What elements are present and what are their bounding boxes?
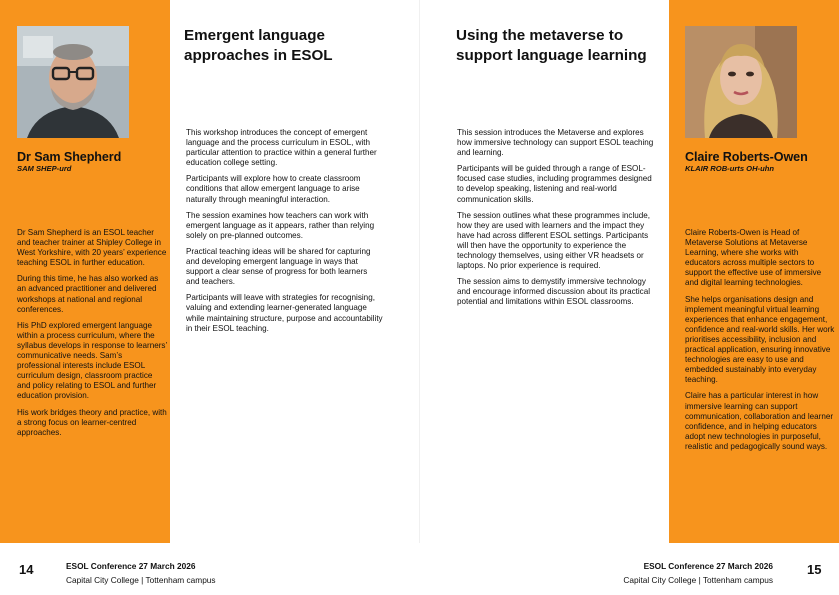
page-number: 14 (19, 562, 34, 577)
bio-paragraph: She helps organisations design and implement meaningful virtual learning experiences that enhance engagement, confidence and real-world skills. Her work prioritises accessibility, inclusion and practical application, ensuring innovative technologies are easy to use and embedded sustainably into everyday teaching. (685, 294, 835, 385)
speaker-photo-sam-shepherd (17, 26, 129, 138)
session-title: Using the metaverse to support language learning (456, 27, 647, 64)
bio-paragraph: His PhD explored emergent language within a process curriculum, where the syllabus develops in response to learners’ communicative needs. Sam’s professional interests include ESOL curriculum design, classroom practice and policy relating to ESOL and further education provision. (17, 320, 167, 401)
footer-venue: Capital City College | Tottenham campus (66, 575, 216, 585)
footer-info (66, 559, 216, 587)
session-paragraph: The session examines how teachers can work with emergent language as it appears, rather than relying solely on pre-planned outcomes. (186, 210, 375, 240)
footer-event: ESOL Conference 27 March 2026 (66, 561, 196, 571)
speaker-sidebar-right (669, 0, 839, 543)
footer-event: ESOL Conference 27 March 2026 (643, 561, 773, 571)
portrait-sam-shepherd (17, 26, 129, 138)
session-title: Emergent language approaches in ESOL (184, 27, 333, 64)
session-paragraph: This session introduces the Metaverse and explores how immersive technology can support ESOL teaching and learning. (457, 128, 654, 158)
speaker-name: Claire Roberts-Owen (685, 150, 808, 164)
bio-paragraph: Claire has a particular interest in how immersive learning can support communication, collaboration and learner confidence, and in helping educators adopt new technologies in purposeful, realistic and pedagogically sound ways. (685, 391, 834, 451)
session-description (186, 128, 383, 340)
session-paragraph: Participants will leave with strategies for recognising, valuing and extending learner-generated language while maintaining structure, purpose and accountability in their ESOL teaching. (186, 293, 383, 333)
speaker-photo-claire-roberts-owen (685, 26, 797, 138)
session-paragraph: Participants will explore how to create classroom conditions that allow emergent language to arise naturally through meaningful interaction. (186, 174, 361, 204)
footer-venue: Capital City College | Tottenham campus (623, 575, 773, 585)
speaker-pronunciation: SAM SHEP-urd (17, 164, 72, 173)
page-gutter (419, 0, 420, 543)
bio-paragraph: His work bridges theory and practice, with a strong focus on learner-centred approaches. (17, 407, 167, 437)
speaker-bio (685, 228, 835, 458)
speaker-name: Dr Sam Shepherd (17, 150, 122, 164)
bio-paragraph: Claire Roberts-Owen is Head of Metaverse Solutions at Metaverse Learning, where she works with educators across multiple sectors to support the effective use of immersive and digital learning technologies. (685, 228, 822, 288)
session-paragraph: The session aims to demystify immersive technology and encourage informed discussion about its practical potential and limitations within ESOL classrooms. (457, 277, 651, 307)
speaker-pronunciation: KLAIR ROB-urts OH-uhn (685, 164, 775, 173)
page-number: 15 (807, 562, 822, 577)
bio-paragraph: During this time, he has also worked as an advanced practitioner and delivered workshops at national and regional conferences. (17, 274, 159, 314)
session-paragraph: Practical teaching ideas will be shared for capturing and developing emergent language in ways that support a clear sense of progress for both learners and teachers. (186, 246, 371, 287)
bio-paragraph: Dr Sam Shepherd is an ESOL teacher and teacher trainer at Shipley College in West Yorkshire, with 20 years’ experience teaching ESOL in further education. (17, 228, 167, 268)
session-paragraph: This workshop introduces the concept of emergent language and the process curriculum in ESOL, with particular attention to practice within a general further education college setting. (186, 128, 377, 168)
footer-info (623, 559, 773, 587)
session-paragraph: Participants will be guided through a range of ESOL-focused case studies, including programmes designed to develop speaking, listening and real-world communication skills. (457, 164, 652, 204)
portrait-claire-roberts-owen (685, 26, 797, 138)
session-description (457, 128, 657, 314)
speaker-sidebar-left (0, 0, 170, 543)
speaker-bio (17, 228, 167, 444)
session-paragraph: The session outlines what these programmes include, how they are used with learners and the impact they have had across different ESOL settings. Participants will then have the opportunity to experience the technology themselves, using either VR headsets or laptops. No prior experience is required. (457, 210, 651, 271)
